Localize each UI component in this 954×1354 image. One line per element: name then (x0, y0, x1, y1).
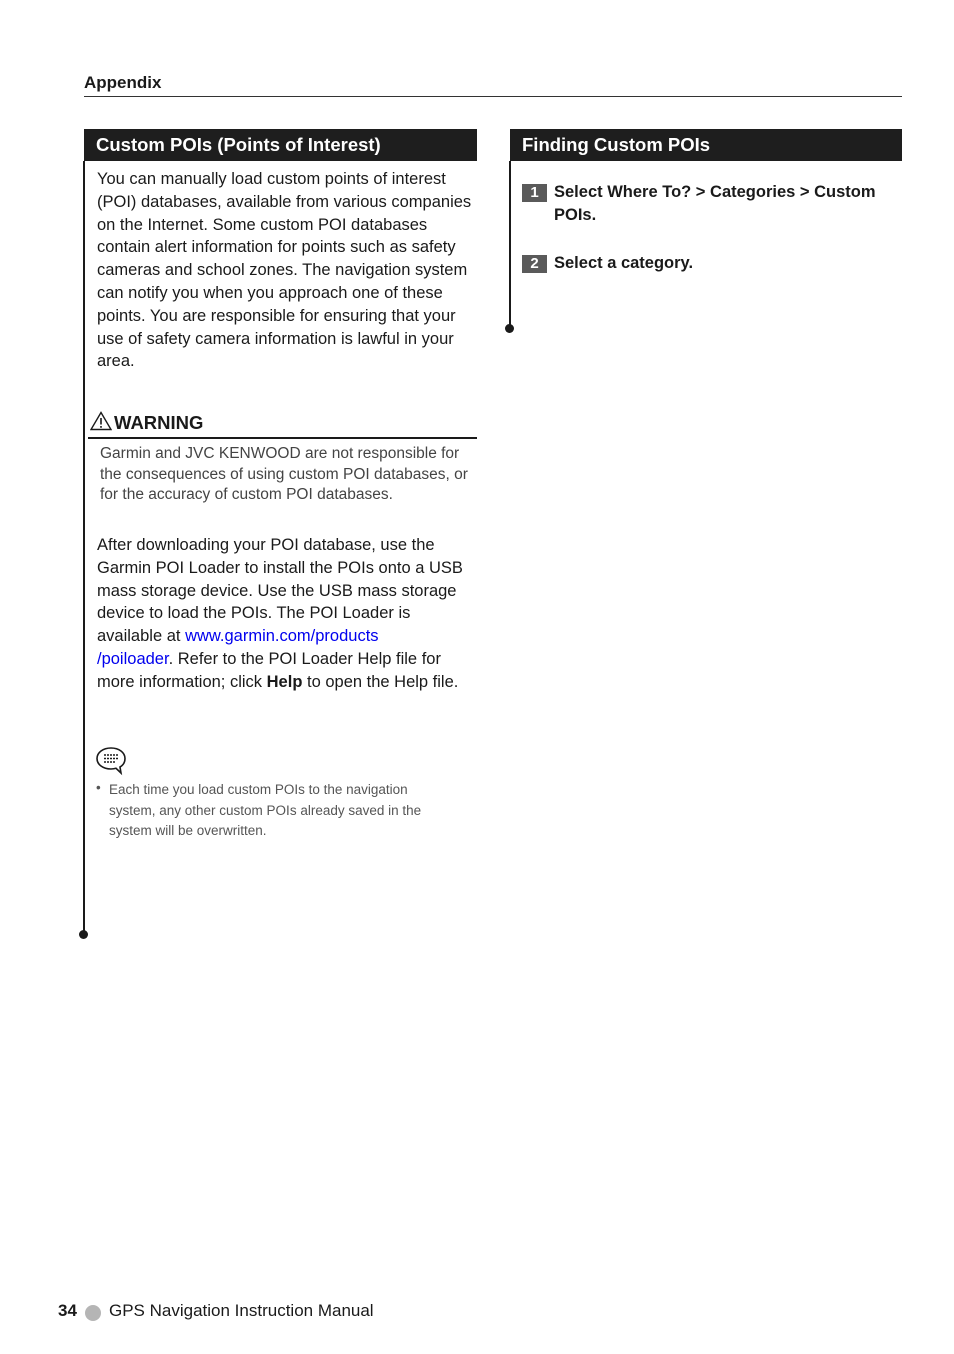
warning-heading (88, 411, 477, 439)
loader-paragraph (97, 534, 479, 694)
column-end-dot (79, 930, 88, 939)
step-text: Select a category. (554, 254, 694, 272)
help-emphasis: Help (266, 672, 303, 691)
loader-text-3: to open the Help file. (302, 672, 459, 691)
note-text: Each time you load custom POIs to the navigation system, any other custom POIs already saved in the system will be overwritten. (109, 782, 422, 838)
warning-triangle-icon (90, 411, 112, 431)
footer-circle-icon (85, 1305, 101, 1321)
step-text: Select Where To? > Categories > Custom POIs. (554, 183, 876, 224)
column-rule-left (83, 161, 85, 934)
note-bullet: • (96, 780, 101, 795)
loader-text-1: After downloading your POI database, use the Garmin POI Loader to install the POIs onto a USB mass storage device. Use the USB mass storage device to load the POIs. The POI Loader is available at (97, 536, 463, 646)
warning-text: Garmin and JVC KENWOOD are not responsible for the consequences of using custom POI databases, or for the accuracy of custom POI databases. (100, 445, 468, 503)
section-title-custom-pois: Custom POIs (Points of Interest) (84, 129, 477, 161)
step-number: 1 (522, 184, 547, 202)
column-rule-right (509, 161, 511, 328)
header-rule (84, 96, 902, 97)
loader-text-2: . Refer to the POI Loader Help file for more information; click (97, 649, 441, 691)
poi-loader-link[interactable]: www.garmin.com/products /poiloader (97, 627, 379, 668)
column-end-dot (505, 324, 514, 333)
intro-paragraph: You can manually load custom points of interest (POI) databases, available from various companies on the Internet. Some custom POI databases contain alert information for points such as safety cameras and school zones. The navigation system can notify you when you approach one of these points. You are responsible for ensuring that your use of safety camera information is lawful in your area. (97, 170, 472, 371)
step-number: 2 (522, 255, 547, 273)
section-label: Appendix (84, 73, 162, 92)
page-number: 34 (58, 1301, 77, 1320)
note-icon (95, 746, 127, 776)
section-title-finding-custom-pois: Finding Custom POIs (510, 129, 902, 161)
warning-label: WARNING (114, 412, 204, 433)
manual-title: GPS Navigation Instruction Manual (109, 1301, 374, 1320)
